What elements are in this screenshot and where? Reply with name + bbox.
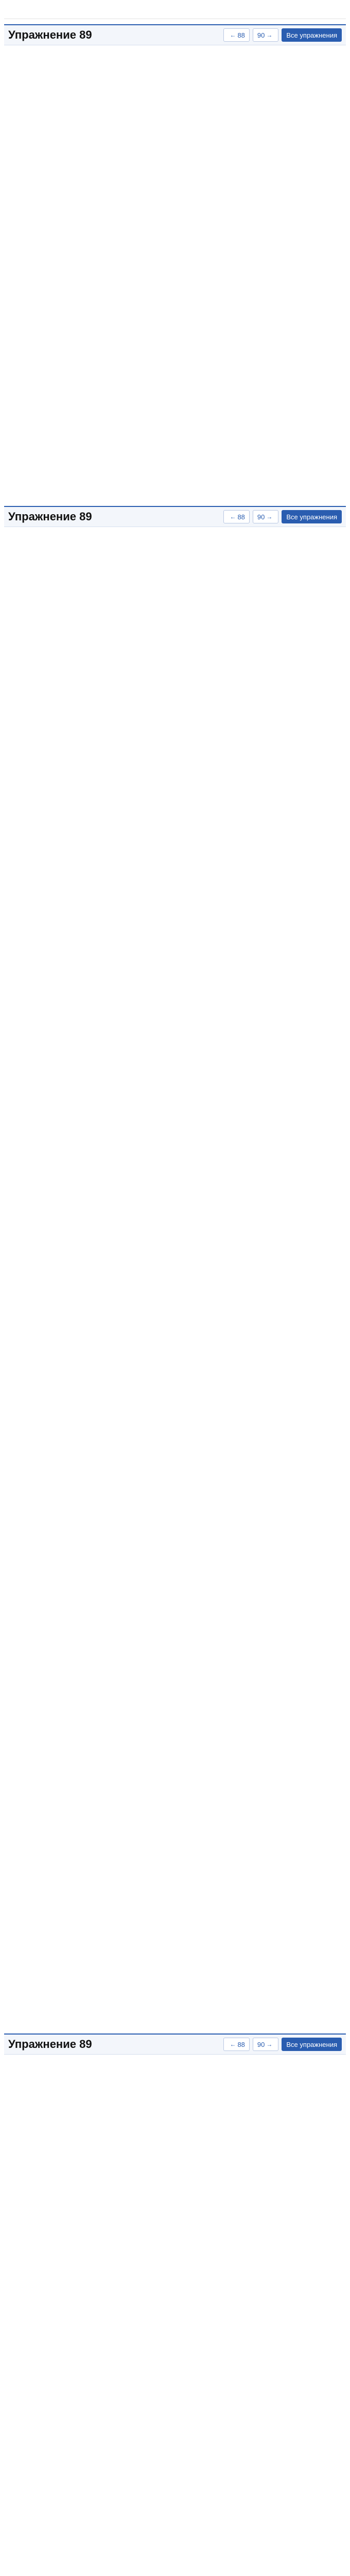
exercise-paragraph xyxy=(6,1578,344,1589)
exercise-paragraph xyxy=(6,1459,344,1469)
exercise-paragraph xyxy=(6,2075,344,2086)
exercise-paragraph xyxy=(6,1473,344,1484)
exercise-paragraph xyxy=(6,756,344,767)
exercise-paragraph xyxy=(6,1130,344,1141)
exercise-paragraph xyxy=(6,891,344,902)
exercise-paragraph xyxy=(6,1787,344,1798)
exercise-paragraph xyxy=(6,1623,344,1634)
arrow-left-icon: ← xyxy=(230,2041,236,2048)
exercise-paragraph xyxy=(6,110,344,121)
exercise-paragraph xyxy=(6,816,344,827)
exercise-paragraph xyxy=(6,2105,344,2115)
site-header xyxy=(4,0,346,19)
exercise-paragraph xyxy=(6,1294,344,1305)
exercise-paragraph xyxy=(6,861,344,872)
exercise-section xyxy=(4,506,346,2028)
exercise-paragraph xyxy=(6,230,344,241)
exercise-paragraph xyxy=(6,1414,344,1425)
exercise-paragraph xyxy=(6,469,344,480)
exercise-body xyxy=(4,527,346,2028)
next-exercise-button[interactable] xyxy=(253,28,278,42)
exercise-paragraph xyxy=(6,290,344,300)
exercise-paragraph xyxy=(6,334,344,345)
prev-exercise-label: 88 xyxy=(237,31,245,39)
exercise-body xyxy=(4,45,346,501)
exercise-paragraph xyxy=(6,2374,344,2384)
exercise-paragraph xyxy=(6,394,344,405)
exercise-paragraph xyxy=(6,876,344,887)
exercise-paragraph xyxy=(6,424,344,435)
exercise-body xyxy=(4,2055,346,2540)
exercise-paragraph xyxy=(6,1608,344,1619)
exercise-paragraph xyxy=(6,1713,344,1723)
exercise-paragraph xyxy=(6,980,344,991)
exercise-paragraph xyxy=(6,1205,344,1215)
exercise-paragraph xyxy=(6,1085,344,1096)
exercise-paragraph xyxy=(6,1025,344,1036)
exercise-paragraph xyxy=(6,1981,344,1992)
exercise-paragraph xyxy=(6,2284,344,2295)
exercise-paragraph xyxy=(6,1518,344,1529)
exercise-paragraph xyxy=(6,1937,344,1947)
exercise-paragraph xyxy=(6,1698,344,1708)
exercise-paragraph xyxy=(6,1249,344,1260)
exercise-paragraph xyxy=(6,1638,344,1649)
exercise-nav xyxy=(223,2038,342,2051)
exercise-paragraph xyxy=(6,1219,344,1230)
exercise-header xyxy=(4,24,346,45)
exercise-paragraph xyxy=(6,622,344,633)
arrow-right-icon: → xyxy=(266,31,273,39)
exercise-paragraph xyxy=(6,1429,344,1439)
exercise-paragraph xyxy=(6,1653,344,1664)
exercise-paragraph xyxy=(6,637,344,648)
exercise-paragraph xyxy=(6,1668,344,1679)
exercise-paragraph xyxy=(6,726,344,737)
exercise-paragraph xyxy=(6,245,344,256)
exercise-paragraph xyxy=(6,2254,344,2265)
exercise-paragraph xyxy=(6,1010,344,1021)
exercise-paragraph xyxy=(6,1967,344,1977)
exercise-paragraph xyxy=(6,906,344,917)
exercise-title: Упражнение 89 xyxy=(8,510,92,523)
exercise-paragraph xyxy=(6,2239,344,2250)
exercise-paragraph xyxy=(6,577,344,588)
exercise-paragraph xyxy=(6,1593,344,1604)
exercise-paragraph xyxy=(6,2493,344,2504)
exercise-paragraph xyxy=(6,2478,344,2489)
exercise-paragraph xyxy=(6,1444,344,1454)
exercise-paragraph xyxy=(6,607,344,618)
exercise-paragraph xyxy=(6,2134,344,2145)
exercise-paragraph xyxy=(6,2418,344,2429)
exercise-paragraph xyxy=(6,1548,344,1559)
exercise-paragraph xyxy=(6,1070,344,1081)
arrow-right-icon: → xyxy=(266,2041,273,2048)
exercise-paragraph xyxy=(6,936,344,946)
exercise-paragraph xyxy=(6,170,344,181)
exercises-container xyxy=(4,24,346,2540)
exercise-paragraph xyxy=(6,2299,344,2310)
exercise-paragraph xyxy=(6,1877,344,1888)
exercise-paragraph xyxy=(6,831,344,842)
exercise-nav xyxy=(223,510,342,523)
exercise-paragraph xyxy=(6,1533,344,1544)
exercise-paragraph xyxy=(6,439,344,450)
exercise-paragraph xyxy=(6,260,344,270)
exercise-paragraph xyxy=(6,1563,344,1574)
exercise-paragraph xyxy=(6,667,344,677)
exercise-paragraph xyxy=(6,2090,344,2100)
all-exercises-button[interactable]: Все упражнения xyxy=(282,2038,342,2051)
exercise-section xyxy=(4,24,346,501)
exercise-paragraph xyxy=(6,1145,344,1156)
exercise-paragraph xyxy=(6,697,344,707)
exercise-paragraph xyxy=(6,562,344,573)
exercise-paragraph xyxy=(6,155,344,166)
exercise-paragraph xyxy=(6,50,344,61)
exercise-paragraph xyxy=(6,454,344,465)
exercise-paragraph xyxy=(6,95,344,106)
next-exercise-label: 90 xyxy=(257,2040,265,2048)
exercise-paragraph xyxy=(6,1339,344,1350)
exercise-paragraph xyxy=(6,1503,344,1514)
exercise-paragraph xyxy=(6,652,344,663)
exercise-paragraph xyxy=(6,2508,344,2519)
exercise-paragraph xyxy=(6,1264,344,1275)
prev-exercise-button[interactable] xyxy=(223,510,249,523)
footer-space xyxy=(4,2540,346,2561)
exercise-paragraph xyxy=(6,2060,344,2071)
exercise-paragraph xyxy=(6,409,344,420)
exercise-paragraph xyxy=(6,965,344,976)
prev-exercise-label: 88 xyxy=(237,513,245,521)
exercise-paragraph xyxy=(6,1847,344,1858)
exercise-paragraph xyxy=(6,1399,344,1410)
exercise-paragraph xyxy=(6,846,344,857)
arrow-left-icon: ← xyxy=(230,513,236,520)
exercise-paragraph xyxy=(6,1115,344,1126)
exercise-paragraph xyxy=(6,1832,344,1843)
exercise-paragraph xyxy=(6,1100,344,1111)
exercise-paragraph xyxy=(6,951,344,961)
exercise-paragraph xyxy=(6,1324,344,1335)
exercise-paragraph xyxy=(6,801,344,812)
exercise-paragraph xyxy=(6,319,344,330)
exercise-paragraph xyxy=(6,1907,344,1918)
exercise-paragraph xyxy=(6,1772,344,1783)
exercise-paragraph xyxy=(6,2433,344,2444)
exercise-paragraph xyxy=(6,1802,344,1813)
exercise-paragraph xyxy=(6,741,344,752)
exercise-paragraph xyxy=(6,2224,344,2235)
exercise-paragraph xyxy=(6,304,344,315)
exercise-paragraph xyxy=(6,592,344,603)
exercise-paragraph xyxy=(6,2463,344,2474)
exercise-paragraph xyxy=(6,2359,344,2369)
exercise-paragraph xyxy=(6,2403,344,2414)
exercise-paragraph xyxy=(6,1727,344,1738)
exercise-paragraph xyxy=(6,995,344,1006)
exercise-header xyxy=(4,2033,346,2055)
exercise-paragraph xyxy=(6,200,344,211)
exercise-paragraph xyxy=(6,1742,344,1753)
exercise-paragraph xyxy=(6,2011,344,2022)
exercise-paragraph xyxy=(6,1055,344,1066)
exercise-paragraph xyxy=(6,1862,344,1873)
exercise-paragraph xyxy=(6,1922,344,1933)
exercise-paragraph xyxy=(6,1354,344,1365)
exercise-paragraph xyxy=(6,2209,344,2220)
exercise-paragraph xyxy=(6,2523,344,2534)
exercise-paragraph xyxy=(6,532,344,543)
exercise-paragraph xyxy=(6,125,344,136)
exercise-paragraph xyxy=(6,2344,344,2354)
exercise-paragraph xyxy=(6,2164,344,2175)
exercise-paragraph xyxy=(6,2329,344,2340)
exercise-paragraph xyxy=(6,379,344,390)
exercise-paragraph xyxy=(6,711,344,722)
exercise-paragraph xyxy=(6,682,344,692)
prev-exercise-button[interactable] xyxy=(223,2038,249,2051)
exercise-paragraph xyxy=(6,484,344,495)
exercise-paragraph xyxy=(6,1683,344,1693)
exercise-paragraph xyxy=(6,215,344,226)
all-exercises-button[interactable]: Все упражнения xyxy=(282,28,342,42)
exercise-paragraph xyxy=(6,1234,344,1245)
all-exercises-button[interactable]: Все упражнения xyxy=(282,510,342,523)
exercise-paragraph xyxy=(6,1384,344,1395)
exercise-paragraph xyxy=(6,1996,344,2007)
exercise-title: Упражнение 89 xyxy=(8,2038,92,2050)
exercise-paragraph xyxy=(6,2269,344,2280)
exercise-paragraph xyxy=(6,2149,344,2160)
exercise-paragraph xyxy=(6,140,344,151)
exercise-paragraph xyxy=(6,1175,344,1185)
next-exercise-label: 90 xyxy=(257,31,265,39)
exercise-paragraph xyxy=(6,1309,344,1320)
exercise-paragraph xyxy=(6,2194,344,2205)
exercise-paragraph xyxy=(6,275,344,285)
arrow-right-icon: → xyxy=(266,513,273,520)
exercise-section xyxy=(4,2033,346,2540)
exercise-paragraph xyxy=(6,1892,344,1903)
exercise-title: Упражнение 89 xyxy=(8,28,92,41)
exercise-paragraph xyxy=(6,1279,344,1290)
exercise-paragraph xyxy=(6,80,344,91)
exercise-paragraph xyxy=(6,1369,344,1380)
arrow-left-icon: ← xyxy=(230,31,236,39)
exercise-paragraph xyxy=(6,1952,344,1962)
exercise-paragraph xyxy=(6,1757,344,1768)
exercise-nav xyxy=(223,28,342,42)
exercise-paragraph xyxy=(6,2448,344,2459)
exercise-paragraph xyxy=(6,786,344,797)
next-exercise-button[interactable] xyxy=(253,2038,278,2051)
exercise-paragraph xyxy=(6,2120,344,2130)
exercise-paragraph xyxy=(6,65,344,76)
exercise-paragraph xyxy=(6,771,344,782)
prev-exercise-label: 88 xyxy=(237,2040,245,2048)
exercise-paragraph xyxy=(6,1488,344,1499)
exercise-paragraph xyxy=(6,2314,344,2325)
exercise-paragraph xyxy=(6,1040,344,1051)
next-exercise-button[interactable] xyxy=(253,510,278,523)
exercise-paragraph xyxy=(6,1160,344,1171)
exercise-paragraph xyxy=(6,364,344,375)
exercise-paragraph xyxy=(6,349,344,360)
exercise-paragraph xyxy=(6,1817,344,1828)
exercise-header xyxy=(4,506,346,527)
exercise-paragraph xyxy=(6,2179,344,2190)
exercise-paragraph xyxy=(6,921,344,931)
exercise-paragraph xyxy=(6,2388,344,2399)
exercise-paragraph xyxy=(6,185,344,196)
exercise-paragraph xyxy=(6,1190,344,1200)
next-exercise-label: 90 xyxy=(257,513,265,521)
exercise-paragraph xyxy=(6,547,344,558)
prev-exercise-button[interactable] xyxy=(223,28,249,42)
